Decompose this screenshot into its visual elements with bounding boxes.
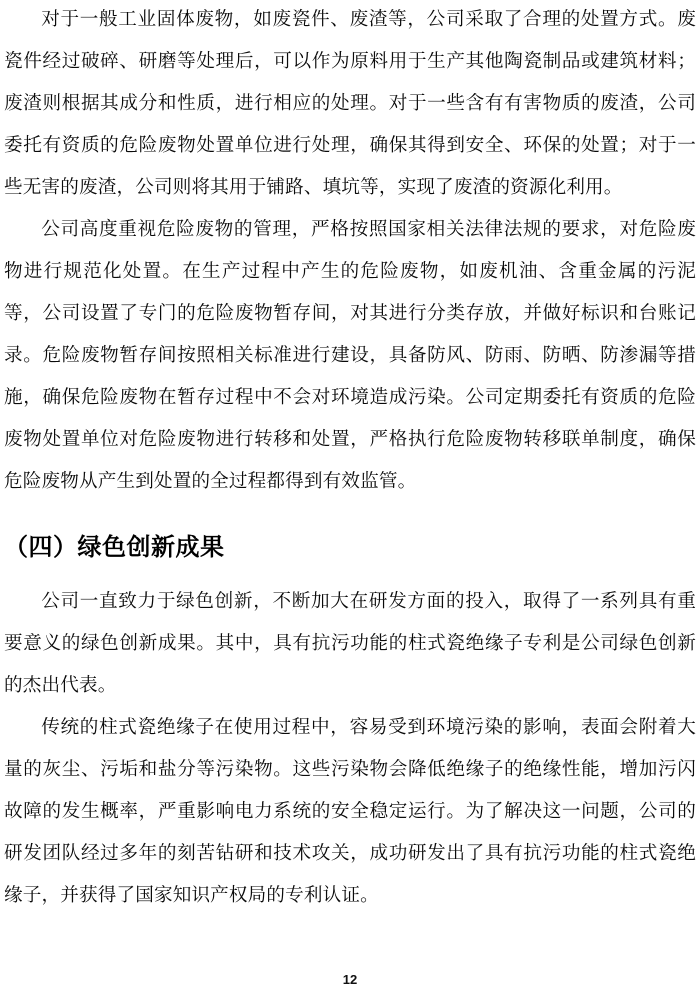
paragraph-insulator-patent: 传统的柱式瓷绝缘子在使用过程中，容易受到环境污染的影响，表面会附着大量的灰尘、污垢和盐分等污染物。这些污染物会降低绝缘子的绝缘性能，增加污闪故障的发生概率，严重影响电力系统的安全稳定运行。为了解决这一问题，公司的研发团队经过多年的刻苦钻研和技术攻关，成功研发出了具有抗污功能的柱式瓷绝缘子，并获得了国家知识产权局的专利认证。 (4, 717, 696, 906)
section-heading-green-innovation: （四）绿色创新成果 (4, 534, 225, 561)
paragraph-hazardous-waste: 公司高度重视危险废物的管理，严格按照国家相关法律法规的要求，对危险废物进行规范化处置。在生产过程中产生的危险废物，如废机油、含重金属的污泥等，公司设置了专门的危险废物暂存间，对其进行分类存放，并做好标识和台账记录。危险废物暂存间按照相关标准进行建设，具备防风、防雨、防晒、防渗漏等措施，确保危险废物在暂存过程中不会对环境造成污染。公司定期委托有资质的危险废物处置单位对危险废物进行转移和处置，严格执行危险废物转移联单制度，确保危险废物从产生到处置的全过程都得到有效监管。 (4, 219, 696, 492)
page-number: 12 (342, 972, 358, 987)
paragraph-green-innovation-overview: 公司一直致力于绿色创新，不断加大在研发方面的投入，取得了一系列具有重要意义的绿色创新成果。其中，具有抗污功能的柱式瓷绝缘子专利是公司绿色创新的杰出代表。 (4, 591, 696, 696)
paragraph-general-solid-waste: 对于一般工业固体废物，如废瓷件、废渣等，公司采取了合理的处置方式。废瓷件经过破碎、研磨等处理后，可以作为原料用于生产其他陶瓷制品或建筑材料；废渣则根据其成分和性质，进行相应的处理。对于一些含有有害物质的废渣，公司委托有资质的危险废物处置单位进行处理，确保其得到安全、环保的处置；对于一些无害的废渣，公司则将其用于铺路、填坑等，实现了废渣的资源化利用。 (4, 9, 696, 198)
